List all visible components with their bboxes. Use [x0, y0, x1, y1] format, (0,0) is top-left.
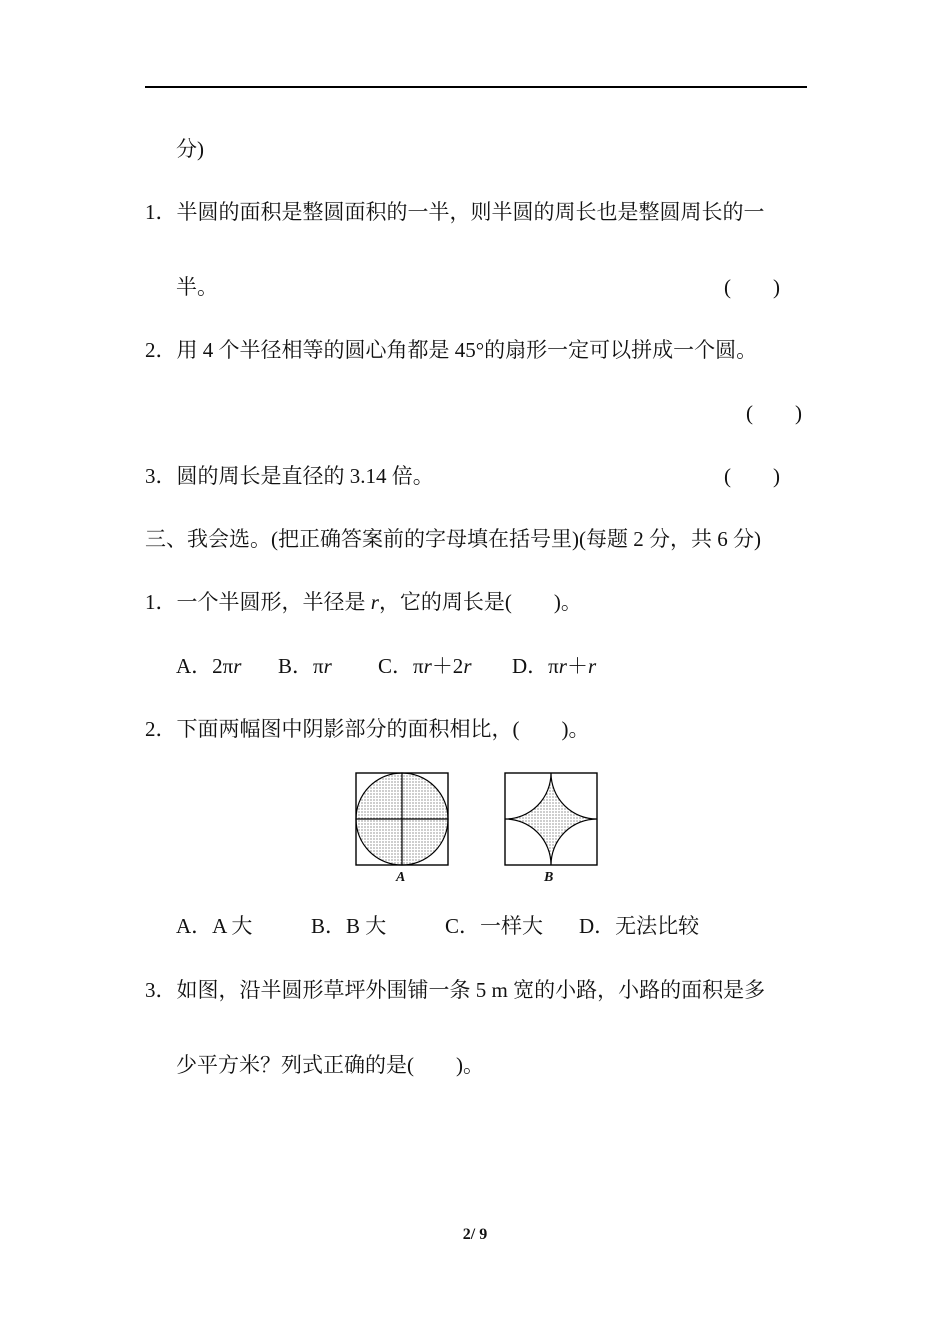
question-2-1-continuation: 半。	[176, 275, 218, 299]
answer-blank: ( )	[746, 401, 802, 425]
question-text: 半圆的面积是整圆面积的一半，则半圆的周长也是整圆周长的一	[176, 200, 765, 224]
question-2-1	[145, 199, 765, 225]
question-text: 圆的周长是直径的 3.14 倍。	[176, 464, 434, 488]
option-b: B．πr	[278, 654, 332, 678]
continuation-text: 分)	[176, 137, 204, 161]
option-c: C．一样大	[445, 914, 544, 938]
question-text: 下面两幅图中阴影部分的面积相比，( )。	[176, 717, 590, 741]
answer-blank: ( )	[724, 275, 780, 299]
option-a: A．2πr	[176, 654, 242, 678]
question-number: 2．	[145, 717, 177, 741]
answer-blank: ( )	[724, 464, 780, 488]
question-3-1	[145, 589, 582, 615]
question-text: ，它的周长是( )。	[378, 590, 582, 614]
option-c: C．πr＋2r	[378, 654, 472, 678]
question-number: 1．	[145, 200, 177, 224]
question-text: 用 4 个半径相等的圆心角都是 45°的扇形一定可以拼成一个圆。	[176, 338, 758, 362]
question-number: 3．	[145, 978, 177, 1002]
option-a: A．A 大	[176, 914, 253, 938]
page-number: 2/ 9	[462, 1226, 488, 1243]
figure-a	[355, 772, 449, 866]
question-text: 一个半圆形，半径是	[176, 590, 371, 614]
question-2-3	[145, 463, 434, 489]
figure-a-label: A	[396, 870, 406, 885]
question-number: 2．	[145, 338, 177, 362]
figure-b-label: B	[544, 870, 554, 885]
question-3-2	[145, 716, 590, 742]
question-3-3	[145, 977, 765, 1003]
header-rule	[145, 86, 807, 88]
option-d: D．无法比较	[579, 914, 700, 938]
question-number: 1．	[145, 590, 177, 614]
option-b: B．B 大	[311, 914, 387, 938]
question-2-2	[145, 337, 757, 363]
variable-r: r	[370, 590, 379, 614]
section-3-heading: 三、我会选。(把正确答案前的字母填在括号里)(每题 2 分，共 6 分)	[145, 527, 761, 551]
figure-b	[504, 772, 598, 866]
question-number: 3．	[145, 464, 177, 488]
question-text: 如图，沿半圆形草坪外围铺一条 5 m 宽的小路，小路的面积是多	[176, 978, 766, 1002]
option-d: D．πr＋r	[512, 654, 597, 678]
question-3-3-continuation: 少平方米？列式正确的是( )。	[176, 1053, 484, 1077]
